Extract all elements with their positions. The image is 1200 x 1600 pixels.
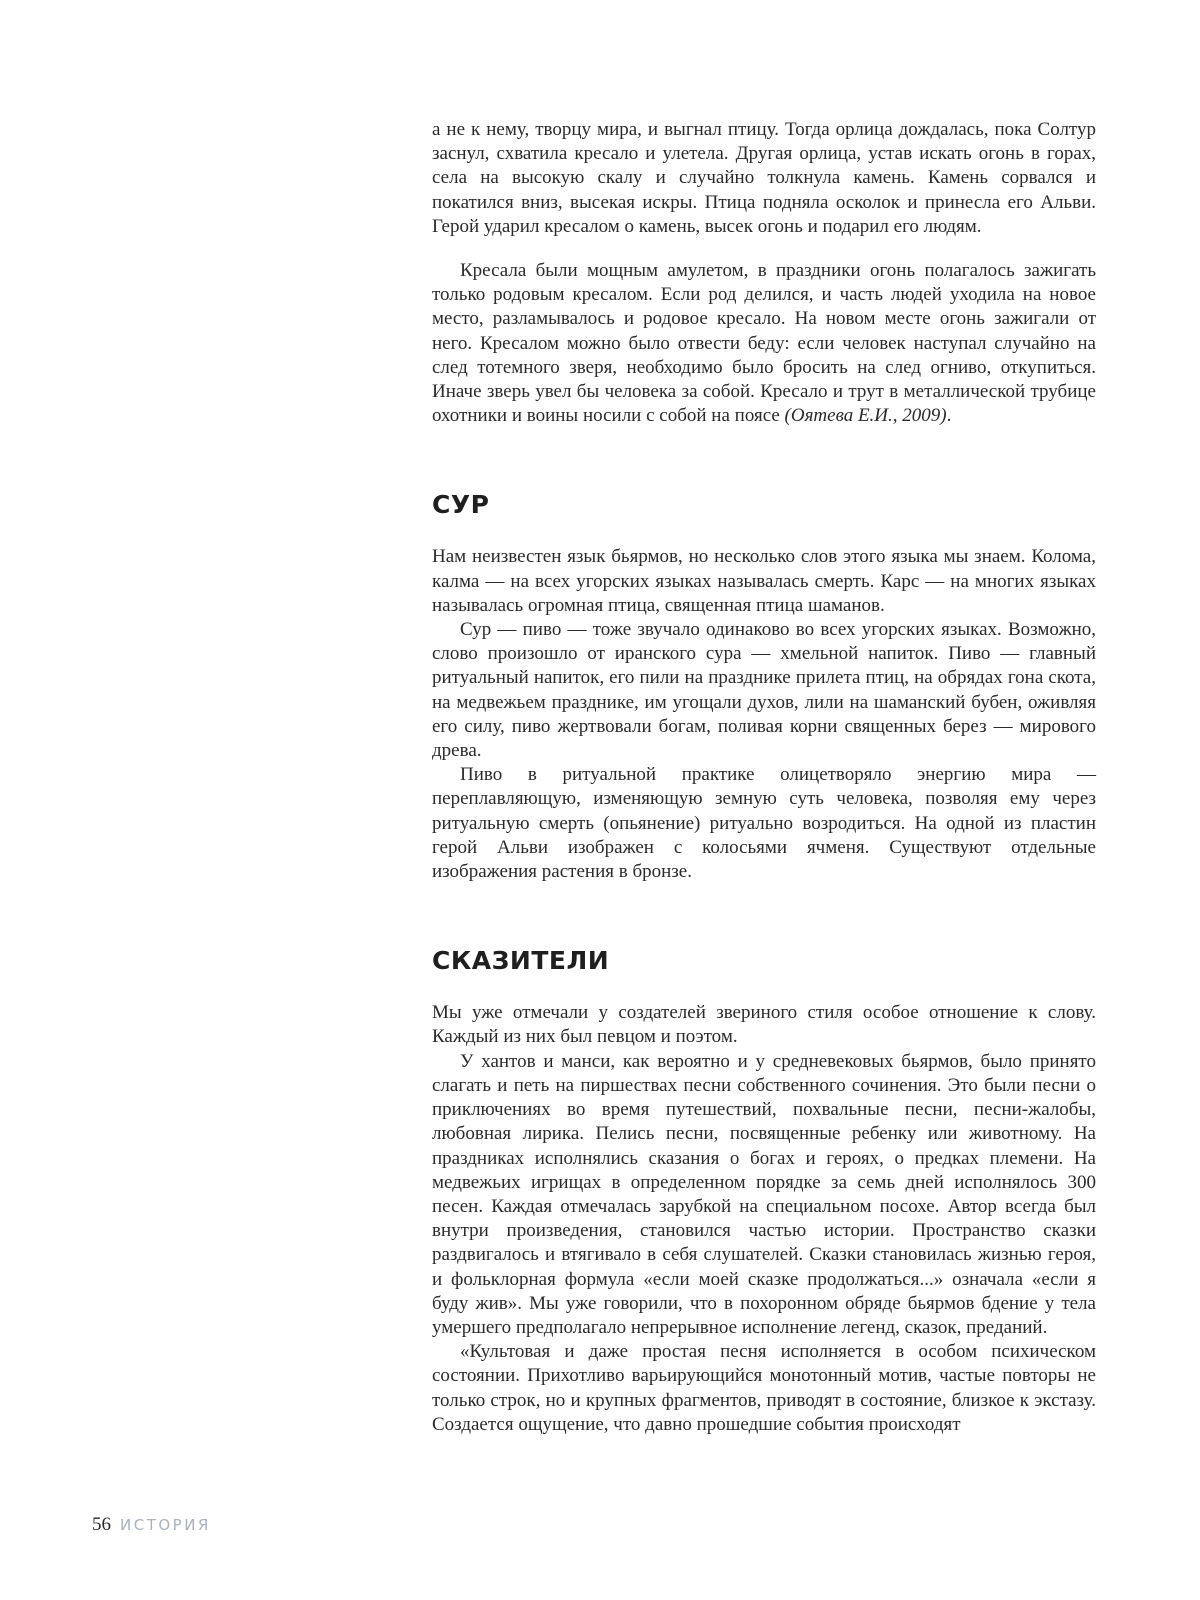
section-heading-sur: СУР <box>432 490 490 520</box>
skaziteli-paragraph-1: Мы уже отмечали у создателей звериного стиля особое отношение к слову. Каждый из них был певцом и поэтом. <box>432 1002 1096 1048</box>
text-column <box>432 118 1096 1437</box>
sur-paragraph-2: Сур — пиво — тоже звучало одинаково во всех угорских языках. Возможно, слово произошло от иранского сура — хмельной напиток. Пиво — главный ритуальный напиток, его пили на празднике прилета птиц, на обрядах гона скота, на медвежьем празднике, им угощали духов, лили на шаманский бубен, оживляя его силу, пиво жертвовали богам, поливая корни священных берез — мирового древа. <box>432 619 1096 762</box>
paragraph-gap <box>432 239 1096 259</box>
skaziteli-paragraph-2: У хантов и манси, как вероятно и у средневековых бьярмов, было принято слагать и петь на пиршествах песни собственного сочинения. Это были песни о приключениях во время путешествий, похвальные песни, песни-жалобы, любовная лирика. Пелись песни, посвященные ребенку или животному. На праздниках исполнялись сказания о богах и героях, о предках племени. На медвежьих игрищах в определенном порядке за семь дней исполнялось 300 песен. Каждая отмечалась зарубкой на специальном посохе. Автор всегда был внутри произведения, становился частью истории. Пространство сказки раздвигалось и втягивало в себя слушателей. Сказки становилась жизнью героя, и фольклорная формула «если моей сказке продолжаться...» означала «если я буду жив». Мы уже говорили, что в похоронном обряде бьярмов бдение у тела умершего предполагало непрерывное исполнение легенд, сказок, преданий. <box>432 1050 1096 1338</box>
skaziteli-paragraph-3: «Культовая и даже простая песня исполняется в особом психическом состоянии. Прихотливо варьирующийся монотонный мотив, частые повторы не только строк, но и крупных фрагментов, приводят в состояние, близкое к экстазу. Создается ощущение, что давно прошедшие события происходят <box>432 1341 1096 1435</box>
sur-paragraph-1: Нам неизвестен язык бьярмов, но несколько слов этого языка мы знаем. Колома, калма — на всех угорских языках называлась смерть. Карс — на многих языках называлась огромная птица, священная птица шаманов. <box>432 546 1096 616</box>
citation: (Оятева Е.И., 2009) <box>784 405 947 427</box>
intro-paragraph-1: а не к нему, творцу мира, и выгнал птицу. Тогда орлица дождалась, пока Солтур заснул, схватила кресало и улетела. Другая орлица, устав искать огонь в горах, села на высокую скалу и случайно толкнула камень. Камень сорвался и покатился вниз, высекая искры. Птица подняла осколок и принесла его Альви. Герой ударил кресалом о камень, высек огонь и подарил его людям. <box>432 119 1096 237</box>
page-number: 56 <box>92 1514 111 1535</box>
intro-paragraph-2-text: Кресала были мощным амулетом, в праздники огонь полагалось зажигать только родовым кресалом. Если род делился, и часть людей уходила на новое место, разламывалось и родовое кресало. На новом месте огонь зажигали от него. Кресалом можно было отвести беду: если человек наступал случайно на след тотемного зверя, необходимо было бросить на след огниво, откупиться. Иначе зверь увел бы человека за собой. Кресало и трут в металлической трубице охотники и воины носили с собой на поясе <box>432 260 1096 427</box>
page-footer <box>92 1514 211 1536</box>
intro-paragraph-2 <box>432 259 1096 428</box>
section-heading-skaziteli: СКАЗИТЕЛИ <box>432 946 610 976</box>
running-section-name: ИСТОРИЯ <box>120 1516 211 1534</box>
intro-paragraph-2-end: . <box>946 405 952 427</box>
sur-paragraph-3: Пиво в ритуальной практике олицетворяло энергию мира — переплавляющую, изменяющую земную суть человека, позволяя ему через ритуальную смерть (опьянение) ритуально возродиться. На одной из пластин герой Альви изображен с колосьями ячменя. Существуют отдельные изображения растения в бронзе. <box>432 764 1096 883</box>
